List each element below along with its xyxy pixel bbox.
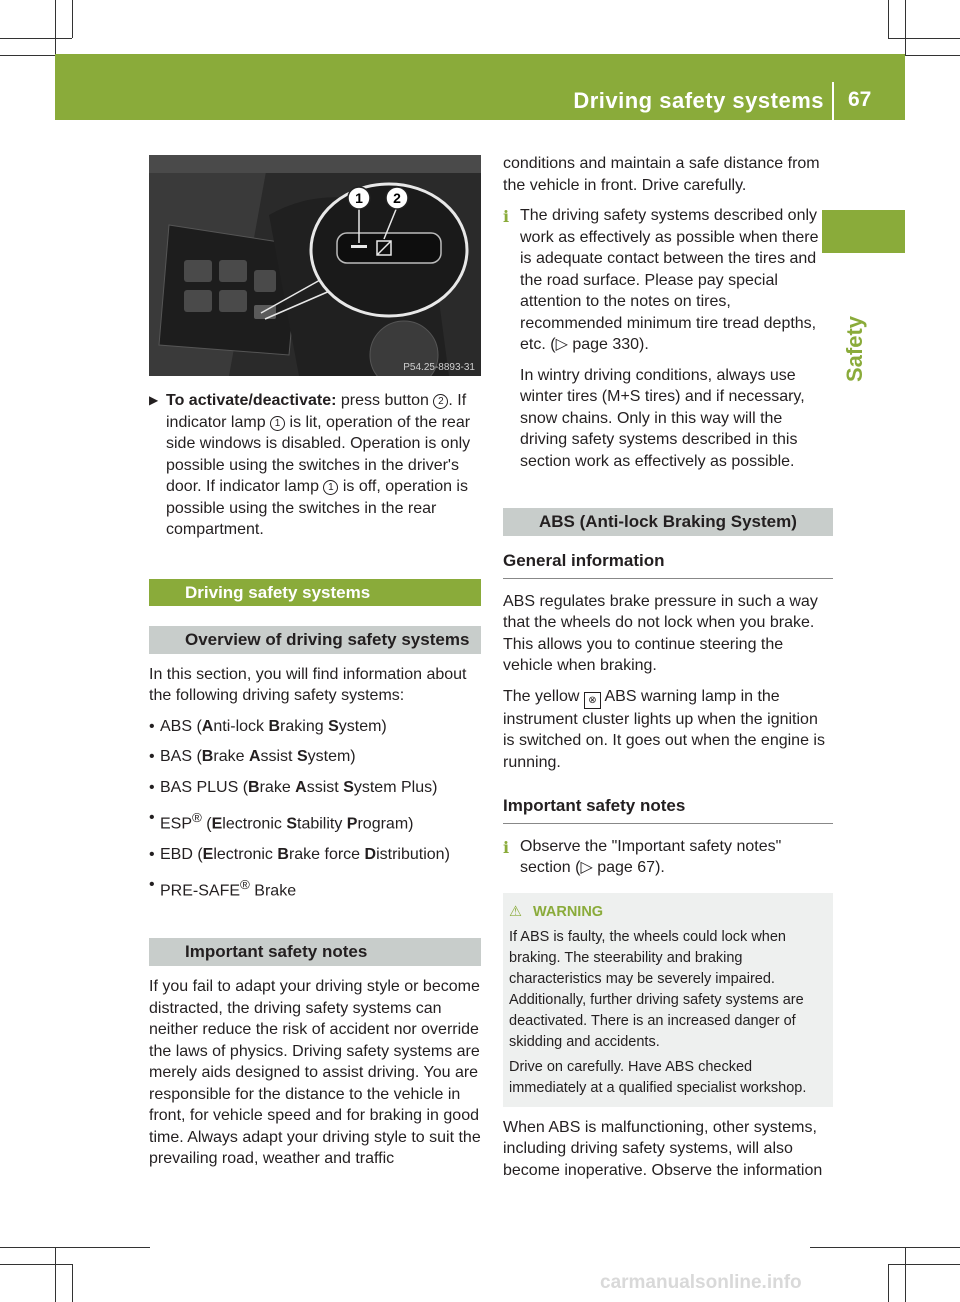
list-item [149, 807, 481, 835]
crop-mark [55, 0, 56, 55]
lamp-number-badge: 1 [270, 416, 285, 431]
list-text: ( [201, 815, 212, 833]
list-item [149, 874, 481, 902]
heading-important-safety-notes: Important safety notes [149, 938, 481, 966]
registered-mark: ® [192, 810, 202, 825]
heading-important-safety-notes-abs: Important safety notes [503, 795, 833, 824]
warning-text: Drive on carefully. Have ABS checked immediately at a qualified specialist workshop. [509, 1058, 807, 1096]
list-text-bold: A [201, 717, 214, 735]
list-text: ssist [306, 778, 344, 796]
list-text-bold: S [343, 778, 354, 796]
list-item [149, 716, 481, 738]
list-text-bold: D [364, 845, 377, 863]
warning-title: WARNING [533, 903, 604, 920]
list-text-bold: S [296, 748, 308, 765]
section-heading-driving-safety: Driving safety systems [149, 579, 481, 606]
list-text-bold: B [248, 778, 260, 796]
heading-overview: Overview of driving safety systems [149, 626, 481, 654]
info-note-safety-ref [503, 836, 833, 879]
section-tab-marker [822, 210, 905, 253]
bullet-icon: • [149, 845, 155, 863]
warning-triangle-icon: ⚠ [509, 903, 522, 920]
general-text: ABS warning lamp in the instrument cluster lights up when the ignition is switched on. It goes out when the engine is running. [503, 687, 825, 771]
warning-heading [509, 902, 827, 923]
bullet-icon: • [149, 876, 155, 894]
important-safety-text: If you fail to adapt your driving style or become distracted, the driving safety systems can neither reduce the risk of accident nor override the laws of physics. Driving safety systems are merely aids designed to assist driving. You are responsible for the distance to the vehicle in front, for vehicle speed and for braking in good time. Always adapt your driving style to suit the prevailing road, weather and traffic [149, 978, 481, 1168]
list-text-bold: B [201, 748, 214, 765]
list-item [149, 746, 481, 768]
watermark: carmanualsonline.info [600, 1272, 802, 1293]
crop-mark [888, 0, 889, 38]
list-text: BAS ( [160, 748, 202, 765]
callout-label-1: 1 [355, 190, 363, 206]
crop-mark [888, 1264, 960, 1265]
list-text: nti-lock [213, 717, 269, 735]
list-text-bold: S [328, 717, 339, 735]
activate-step [149, 390, 481, 541]
systems-list [149, 716, 481, 903]
list-text: ystem Plus) [353, 778, 438, 796]
list-text: EBD ( [160, 845, 203, 863]
button-number-badge: 2 [433, 394, 448, 409]
list-text: BAS PLUS ( [160, 778, 249, 796]
step-text: press button [340, 392, 429, 409]
crop-mark [888, 38, 960, 39]
closing-text: When ABS is malfunctioning, other systems, including driving safety systems, will also become inoperative. Observe the information [503, 1118, 823, 1179]
heading-general-information: General information [503, 550, 833, 579]
list-text: tability [297, 815, 347, 833]
section-tab-label: Safety [842, 315, 867, 382]
photo-code: P54.25-8893-31 [403, 362, 475, 373]
warning-box [503, 893, 833, 1107]
bullet-icon: • [149, 809, 155, 826]
crop-mark [0, 1247, 150, 1248]
bullet-icon: • [149, 748, 155, 765]
info-text: Observe the "Important safety notes" section ( [520, 837, 782, 876]
bullet-icon: • [149, 717, 155, 735]
step-text: is lit, operation of the rear side windows is disabled. Operation is only possible using the switches in the driver's door. If indicator lamp [166, 413, 471, 495]
step-text: is off, operation is possible using the switches in the rear compartment. [166, 478, 468, 538]
list-item [149, 844, 481, 866]
info-text: In wintry driving conditions, always use winter tires (M+S tires) and if necessary, snow chains. Only in this way will the driving safety systems described in this section work as effectively as possible. [520, 366, 805, 470]
list-item [149, 777, 481, 799]
list-text: rake [259, 778, 296, 796]
info-note-tires [503, 205, 833, 472]
crop-mark [0, 38, 72, 39]
step-label: To activate/deactivate: [166, 392, 337, 409]
list-text-bold: E [211, 815, 223, 833]
door-switch-photo [149, 155, 481, 376]
right-column [503, 153, 833, 1190]
page-number: 67 [848, 88, 872, 111]
info-text: page 330). [567, 336, 649, 353]
list-text: Brake [249, 882, 297, 900]
callout-label-2: 2 [393, 190, 401, 206]
general-text: ABS regulates brake pressure in such a way that the wheels do not lock when you brake. This allows you to continue steering the vehicle when braking. [503, 592, 818, 674]
list-text-bold: B [268, 717, 281, 735]
continued-text: conditions and maintain a safe distance from the vehicle in front. Drive carefully. [503, 155, 820, 194]
list-text: ssist [260, 748, 297, 765]
page-ref-arrow-icon: ▷ [580, 859, 593, 876]
crop-mark [888, 1264, 889, 1302]
list-text: ESP [160, 815, 193, 833]
list-text: istribution) [376, 845, 450, 863]
info-icon: i [503, 837, 510, 857]
crop-mark [905, 0, 906, 55]
crop-mark [55, 1247, 56, 1302]
list-text: rake [213, 748, 249, 765]
list-text: rogram) [357, 815, 414, 833]
crop-mark [0, 1264, 72, 1265]
door-switch-illustration [149, 155, 481, 376]
list-text: rake force [288, 845, 365, 863]
lamp-number-badge: 1 [323, 480, 338, 495]
crop-mark [72, 1264, 73, 1302]
crop-mark [72, 0, 73, 38]
crop-mark [810, 1247, 960, 1248]
list-text-bold: A [248, 748, 261, 765]
list-text-bold: B [277, 845, 289, 863]
info-text: page 67). [592, 859, 665, 876]
step-text: . If indicator lamp [166, 392, 467, 431]
list-text-bold: P [346, 815, 358, 833]
info-text: The driving safety systems described only work as effectively as possible when there is adequate contact between the tires and the road surface. Please pay special attention to the notes on tires, recommended minimum tire tread depths, etc. ( [520, 207, 819, 353]
abs-warning-lamp-icon: ⊗ [584, 692, 601, 709]
list-text-bold: S [286, 815, 297, 833]
bullet-icon: • [149, 778, 155, 796]
page-title: Driving safety systems [573, 88, 824, 113]
header-divider [832, 82, 834, 120]
list-text-bold: E [202, 845, 214, 863]
list-text-bold: A [295, 778, 307, 796]
list-text: ABS ( [160, 717, 202, 735]
list-text: lectronic [222, 815, 287, 833]
general-text: The yellow [503, 687, 580, 705]
list-text: raking [280, 717, 329, 735]
warning-text: If ABS is faulty, the wheels could lock when braking. The steerability and braking characteristics may be severely impaired. Additionally, further driving safety systems are deactivated. There is an increased danger of skidding and accidents. [509, 928, 804, 1050]
list-text: ystem) [307, 748, 356, 765]
list-text: lectronic [213, 845, 278, 863]
step-arrow-icon: ▶ [149, 393, 159, 407]
page-ref-arrow-icon: ▷ [555, 336, 568, 353]
crop-mark [905, 1247, 906, 1302]
heading-abs: ABS (Anti-lock Braking System) [503, 508, 833, 536]
registered-mark: ® [240, 877, 250, 893]
list-text: ystem) [338, 717, 387, 735]
left-column [149, 390, 481, 1179]
info-icon: i [503, 207, 510, 226]
overview-intro: In this section, you will find information about the following driving safety systems: [149, 665, 467, 704]
list-text: PRE-SAFE [160, 882, 241, 900]
